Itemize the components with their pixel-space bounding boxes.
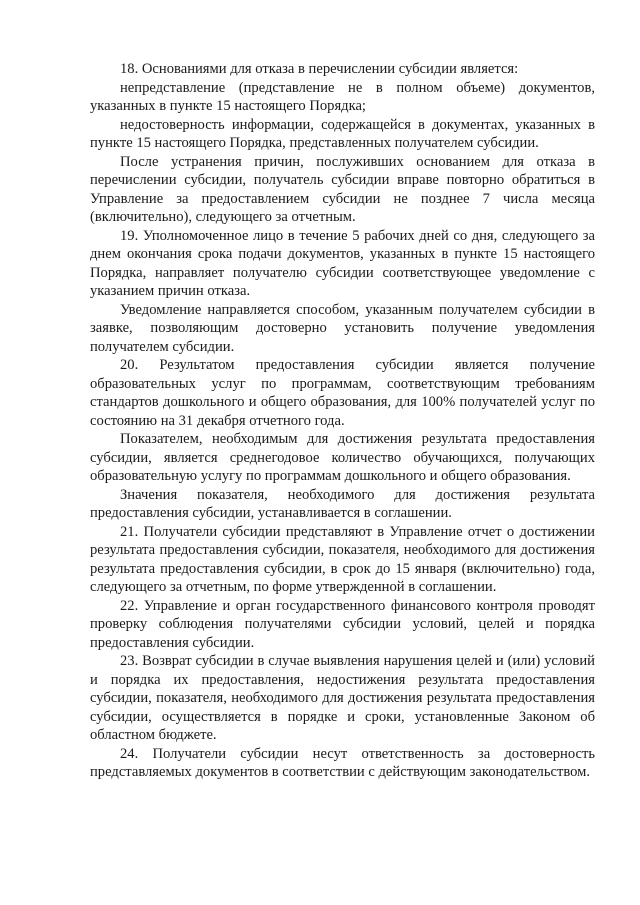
paragraph-21: 21. Получатели субсидии представляют в Управление отчет о достижении результата предоставления субсидии, показателя, необходимого для достижения результата предоставления субсидии, в срок до 15 января (включительно) года, следующего за отчетным, по форме утвержденной в соглашении. [90,523,595,595]
paragraph-19-notification: Уведомление направляется способом, указанным получателем субсидии в заявке, позволяющим достоверно установить получение уведомления получателем субсидии. [90,301,595,355]
paragraph-18-item-1: непредставление (представление не в полном объеме) документов, указанных в пункте 15 настоящего Порядка; [90,79,595,114]
paragraph-23: 23. Возврат субсидии в случае выявления нарушения целей и (или) условий и порядка их предоставления, недостижения результата предоставления субсидии, показателя, необходимого для достижения результата предоставления субсидии, осуществляется в порядке и сроки, установленные Законом об областном бюджете. [90,653,595,743]
paragraph-19: 19. Уполномоченное лицо в течение 5 рабочих дней со дня, следующего за днем окончания срока подачи документов, указанных в пункте 15 настоящего Порядка, направляет получателю субсидии соответствующее уведомление с указанием причин отказа. [90,227,595,299]
paragraph-18-item-2: недостоверность информации, содержащейся в документах, указанных в пункте 15 настоящего Порядка, представленных получателем субсидии. [90,116,595,151]
paragraph-20: 20. Результатом предоставления субсидии является получение образовательных услуг по программам, соответствующим требованиям стандартов дошкольного и общего образования, для 100% получателей услуг по состоянию на 31 декабря отчетного года. [90,357,595,429]
paragraph-20-indicator-value: Значения показателя, необходимого для достижения результата предоставления субсидии, устанавливается в соглашении. [90,486,595,521]
paragraph-18-reapply: После устранения причин, послуживших основанием для отказа в перечислении субсидии, получатель субсидии вправе повторно обратиться в Управление за предоставлением субсидии не позднее 7 числа месяца (включительно), следующего за отчетным. [90,153,595,225]
paragraph-24: 24. Получатели субсидии несут ответственность за достоверность представляемых документов в соответствии с действующим законодательством. [90,745,595,780]
document-body [90,60,595,782]
paragraph-20-indicator: Показателем, необходимым для достижения результата предоставления субсидии, является среднегодовое количество обучающихся, получающих образовательную услугу по программам дошкольного и общего образования. [90,431,595,484]
paragraph-22: 22. Управление и орган государственного финансового контроля проводят проверку соблюдения получателями субсидии условий, целей и порядка предоставления субсидии. [90,597,595,651]
paragraph-18-heading: 18. Основаниями для отказа в перечислении субсидии является: [120,61,519,77]
